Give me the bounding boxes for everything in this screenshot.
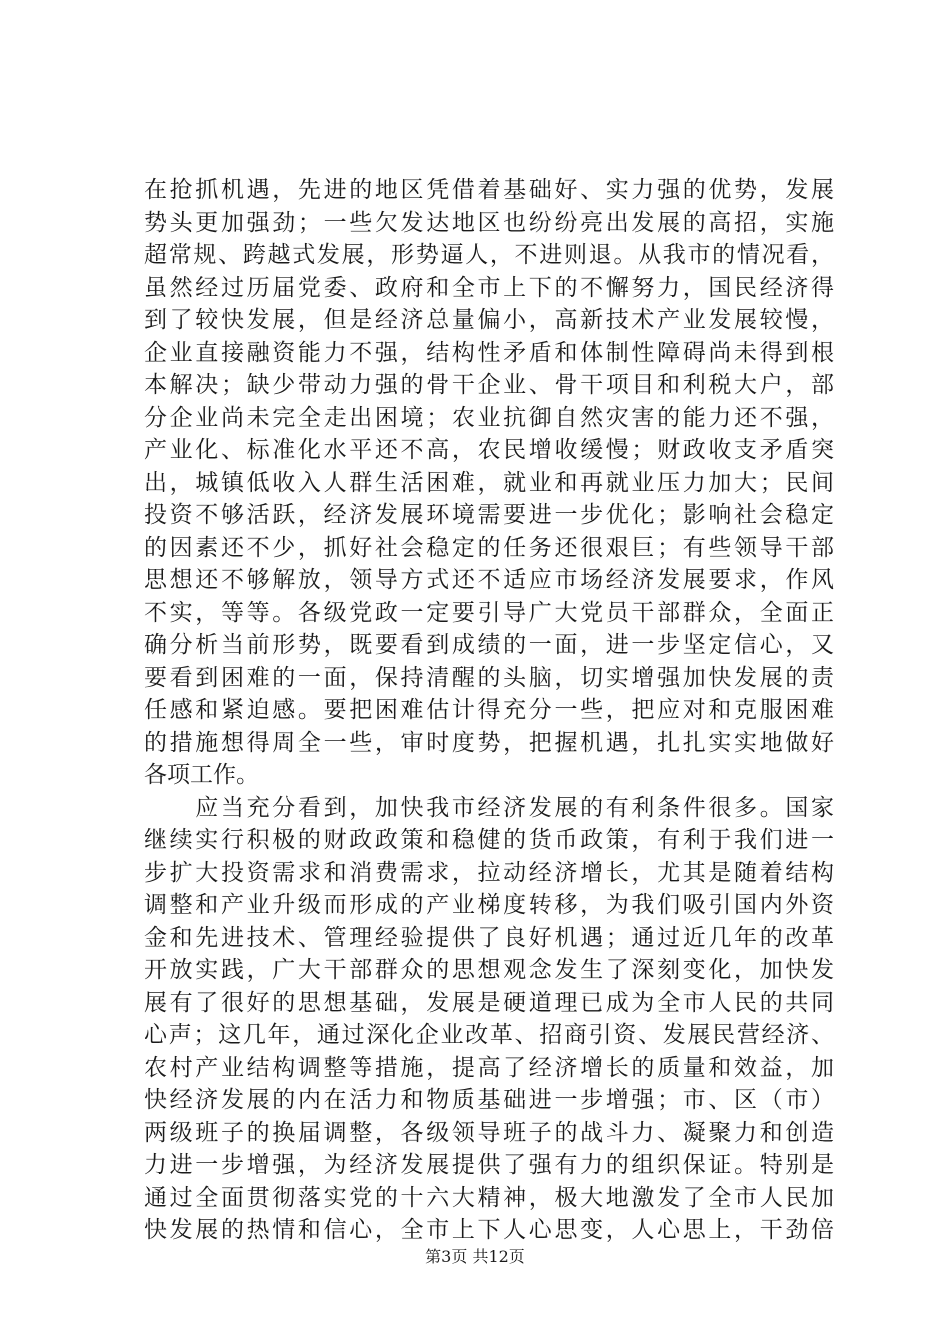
text-line: 快经济发展的内在活力和物质基础进一步增强；市、区（市）: [144, 1087, 834, 1113]
text-line: 心声；这几年，通过深化企业改革、招商引资、发展民营经济、: [144, 1022, 834, 1048]
text-line: 开放实践，广大干部群众的思想观念发生了深刻变化，加快发: [144, 957, 834, 983]
text-line: 分企业尚未完全走出困境；农业抗御自然灾害的能力还不强，: [144, 404, 834, 431]
text-line: 到了较快发展，但是经济总量偏小，高新技术产业发展较慢，: [144, 307, 834, 333]
text-line: 应当充分看到，加快我市经济发展的有利条件很多。国家: [144, 794, 834, 821]
text-line: 继续实行积极的财政政策和稳健的货币政策，有利于我们进一: [144, 827, 834, 853]
text-line: 在抢抓机遇，先进的地区凭借着基础好、实力强的优势，发展: [144, 177, 834, 203]
text-line: 的措施想得周全一些，审时度势，把握机遇，扎扎实实地做好: [144, 729, 834, 756]
page-footer: 第3页 共12页: [425, 1247, 525, 1266]
text-line: 快发展的热情和信心，全市上下人心思变，人心思上，干劲倍: [144, 1217, 834, 1243]
text-line: 调整和产业升级而形成的产业梯度转移，为我们吸引国内外资: [144, 892, 834, 918]
text-line: 确分析当前形势，既要看到成绩的一面，进一步坚定信心，又: [144, 632, 834, 658]
text-line: 企业直接融资能力不强，结构性矛盾和体制性障碍尚未得到根: [144, 339, 834, 366]
text-line: 思想还不够解放，领导方式还不适应市场经济发展要求，作风: [144, 567, 834, 593]
text-line: 势头更加强劲；一些欠发达地区也纷纷亮出发展的高招，实施: [144, 209, 834, 236]
text-line: 要看到困难的一面，保持清醒的头脑，切实增强加快发展的责: [144, 664, 834, 691]
text-line: 虽然经过历届党委、政府和全市上下的不懈努力，国民经济得: [144, 274, 834, 301]
text-line: 本解决；缺少带动力强的骨干企业、骨干项目和利税大户，部: [144, 372, 834, 398]
text-line: 展有了很好的思想基础，发展是硬道理已成为全市人民的共同: [144, 989, 834, 1016]
text-line: 不实，等等。各级党政一定要引导广大党员干部群众，全面正: [144, 599, 834, 626]
text-line: 两级班子的换届调整，各级领导班子的战斗力、凝聚力和创造: [144, 1119, 834, 1146]
text-line: 超常规、跨越式发展，形势逼人，不进则退。从我市的情况看，: [144, 242, 834, 268]
text-line: 金和先进技术、管理经验提供了良好机遇；通过近几年的改革: [144, 924, 834, 951]
text-line: 各项工作。: [144, 762, 259, 788]
text-line: 力进一步增强，为经济发展提供了强有力的组织保证。特别是: [144, 1152, 834, 1178]
document-body: [144, 174, 834, 1247]
text-line: 任感和紧迫感。要把困难估计得充分一些，把应对和克服困难: [144, 697, 834, 723]
text-line: 产业化、标准化水平还不高，农民增收缓慢；财政收支矛盾突: [144, 437, 834, 463]
text-line: 通过全面贯彻落实党的十六大精神，极大地激发了全市人民加: [144, 1184, 834, 1211]
text-line: 步扩大投资需求和消费需求，拉动经济增长，尤其是随着结构: [144, 859, 834, 886]
text-line: 农村产业结构调整等措施，提高了经济增长的质量和效益，加: [144, 1054, 834, 1081]
text-line: 出，城镇低收入人群生活困难，就业和再就业压力加大；民间: [144, 469, 834, 496]
text-line: 投资不够活跃，经济发展环境需要进一步优化；影响社会稳定: [144, 502, 834, 528]
text-line: 的因素还不少，抓好社会稳定的任务还很艰巨；有些领导干部: [144, 534, 834, 561]
